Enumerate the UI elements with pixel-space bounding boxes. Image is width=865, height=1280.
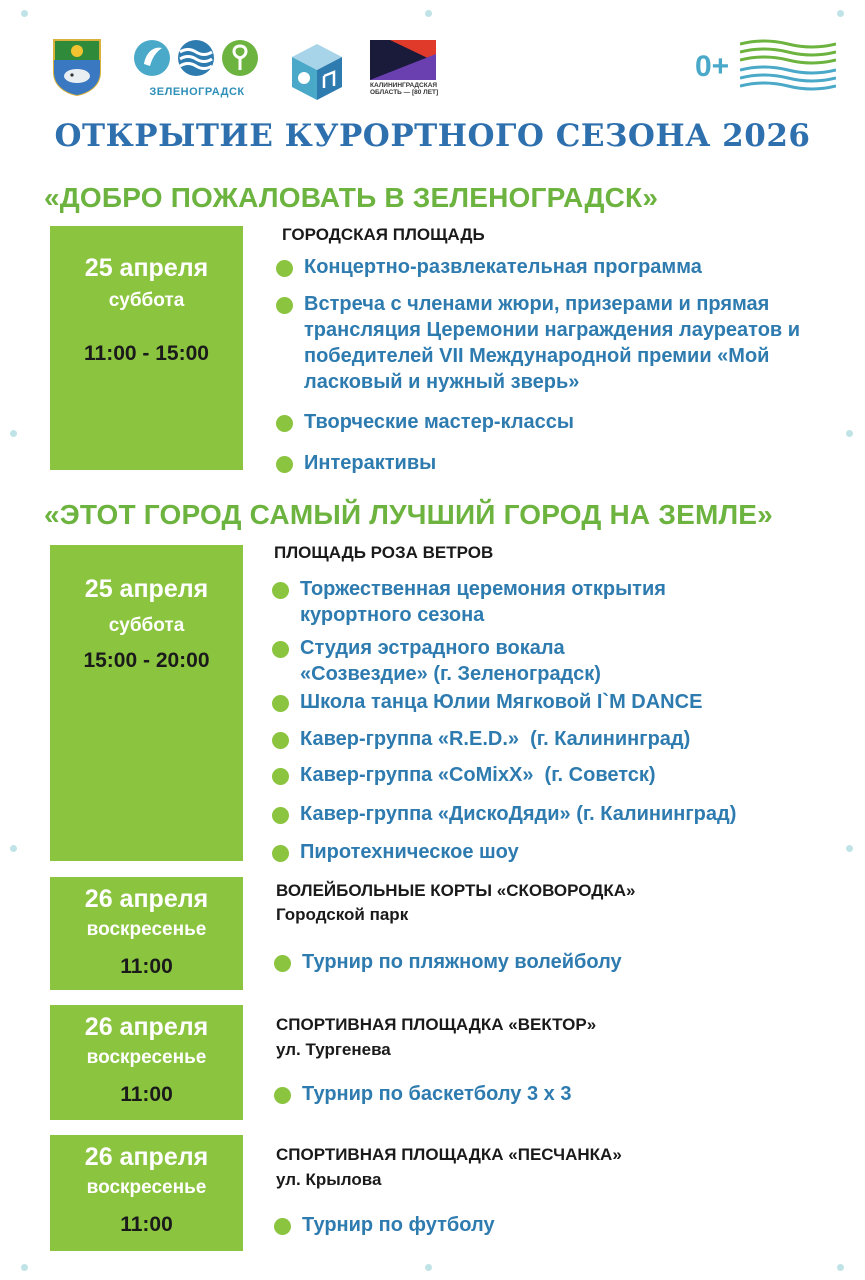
decor-dot (846, 845, 853, 852)
section-heading: «ЭТОТ ГОРОД САМЫЙ ЛУЧШИЙ ГОРОД НА ЗЕМЛЕ» (44, 499, 773, 530)
event-item: Торжественная церемония открытия курортного сезона (300, 578, 666, 626)
event-item: Концертно-развлекательная программа (304, 256, 702, 278)
event-item: Творческие мастер-классы (304, 411, 574, 433)
event-time: 11:00 - 15:00 (84, 342, 209, 365)
event-date: 26 апреля (84, 1013, 209, 1041)
bullet-icon (274, 1218, 291, 1235)
bullet-icon (272, 641, 289, 658)
decor-dot (846, 430, 853, 437)
event-time: 11:00 (120, 955, 173, 978)
event-item: Кавер-группа «CoMixX» (г. Советск) (300, 764, 656, 786)
event-item: Кавер-группа «R.E.D.» (г. Калининград) (300, 728, 691, 750)
zelenogradsk-logo (132, 34, 262, 100)
event-item: Турнир по футболу (302, 1214, 495, 1236)
event-item: Интерактивы (304, 452, 437, 474)
city-name: ЗЕЛЕНОГРАДСК (149, 86, 245, 98)
event-date: 25 апреля (84, 254, 209, 282)
event-weekday: суббота (108, 290, 185, 311)
event-place: СПОРТИВНАЯ ПЛОЩАДКА «ПЕСЧАНКА» (276, 1145, 622, 1164)
decor-dot (21, 10, 28, 17)
event-item: Школа танца Юлии Мягковой I`M DANCE (300, 691, 703, 713)
event-time: 11:00 (120, 1213, 173, 1236)
bullet-icon (276, 415, 293, 432)
event-date-box (50, 877, 243, 990)
event-date: 26 апреля (84, 1143, 209, 1171)
bullet-icon (276, 297, 293, 314)
event-place: ВОЛЕЙБОЛЬНЫЕ КОРТЫ «СКОВОРОДКА» (276, 881, 636, 900)
bullet-icon (272, 807, 289, 824)
event-item: Пиротехническое шоу (300, 841, 519, 863)
culture-cube-logo (290, 42, 344, 102)
event-weekday: воскресенье (86, 1177, 207, 1198)
event-place: ГОРОДСКАЯ ПЛОЩАДЬ (282, 225, 485, 244)
event-date: 25 апреля (84, 575, 209, 603)
decor-dot (21, 1264, 28, 1271)
event-date: 26 апреля (84, 885, 209, 913)
event-date-box (50, 1005, 243, 1120)
event-weekday: суббота (108, 615, 185, 636)
age-rating: 0+ (695, 50, 730, 83)
event-item: Кавер-группа «ДискоДяди» (г. Калининград) (300, 803, 737, 825)
event-weekday: воскресенье (86, 919, 207, 940)
bullet-icon (274, 1087, 291, 1104)
bullet-icon (276, 260, 293, 277)
bullet-icon (272, 582, 289, 599)
bullet-icon (272, 845, 289, 862)
bullet-icon (272, 732, 289, 749)
event-date-box (50, 226, 243, 470)
decor-dot (425, 10, 432, 17)
bullet-icon (276, 456, 293, 473)
decor-dot (10, 845, 17, 852)
kaliningrad-region-logo (370, 40, 439, 102)
decor-dot (10, 430, 17, 437)
event-item: Встреча с членами жюри, призерами и прямая трансляция Церемонии награждения лауреатов и победителей VII Международной премии «Мой ласковый и нужный зверь» (304, 293, 801, 393)
event-place: СПОРТИВНАЯ ПЛОЩАДКА «ВЕКТОР» (276, 1015, 597, 1034)
event-time: 15:00 - 20:00 (83, 649, 210, 672)
event-place: ПЛОЩАДЬ РОЗА ВЕТРОВ (274, 543, 494, 562)
event-address: ул. Тургенева (276, 1040, 391, 1059)
event-item: Турнир по пляжному волейболу (302, 951, 622, 973)
section-heading: «ДОБРО ПОЖАЛОВАТЬ В ЗЕЛЕНОГРАДСК» (44, 182, 659, 213)
bullet-icon (272, 695, 289, 712)
event-address: Городской парк (276, 905, 409, 924)
event-item: Студия эстрадного вокала «Созвездие» (г. Зеленоградск) (300, 637, 601, 685)
wave-pattern-logo (740, 38, 836, 92)
decor-dot (837, 1264, 844, 1271)
event-address: ул. Крылова (276, 1170, 382, 1189)
event-date-box (50, 1135, 243, 1251)
event-time: 11:00 (120, 1083, 173, 1106)
decor-dot (837, 10, 844, 17)
decor-dot (425, 1264, 432, 1271)
region-logo-text: КАЛИНИНГРАДСКАЯ ОБЛАСТЬ — [80 ЛЕТ] (370, 82, 439, 96)
event-date-box (50, 545, 243, 861)
event-weekday: воскресенье (86, 1047, 207, 1068)
page-title: ОТКРЫТИЕ КУРОРТНОГО СЕЗОНА 2026 (54, 118, 811, 154)
event-item: Турнир по баскетболу 3 х 3 (302, 1083, 572, 1105)
bullet-icon (272, 768, 289, 785)
coat-of-arms-logo (52, 38, 102, 96)
bullet-icon (274, 955, 291, 972)
